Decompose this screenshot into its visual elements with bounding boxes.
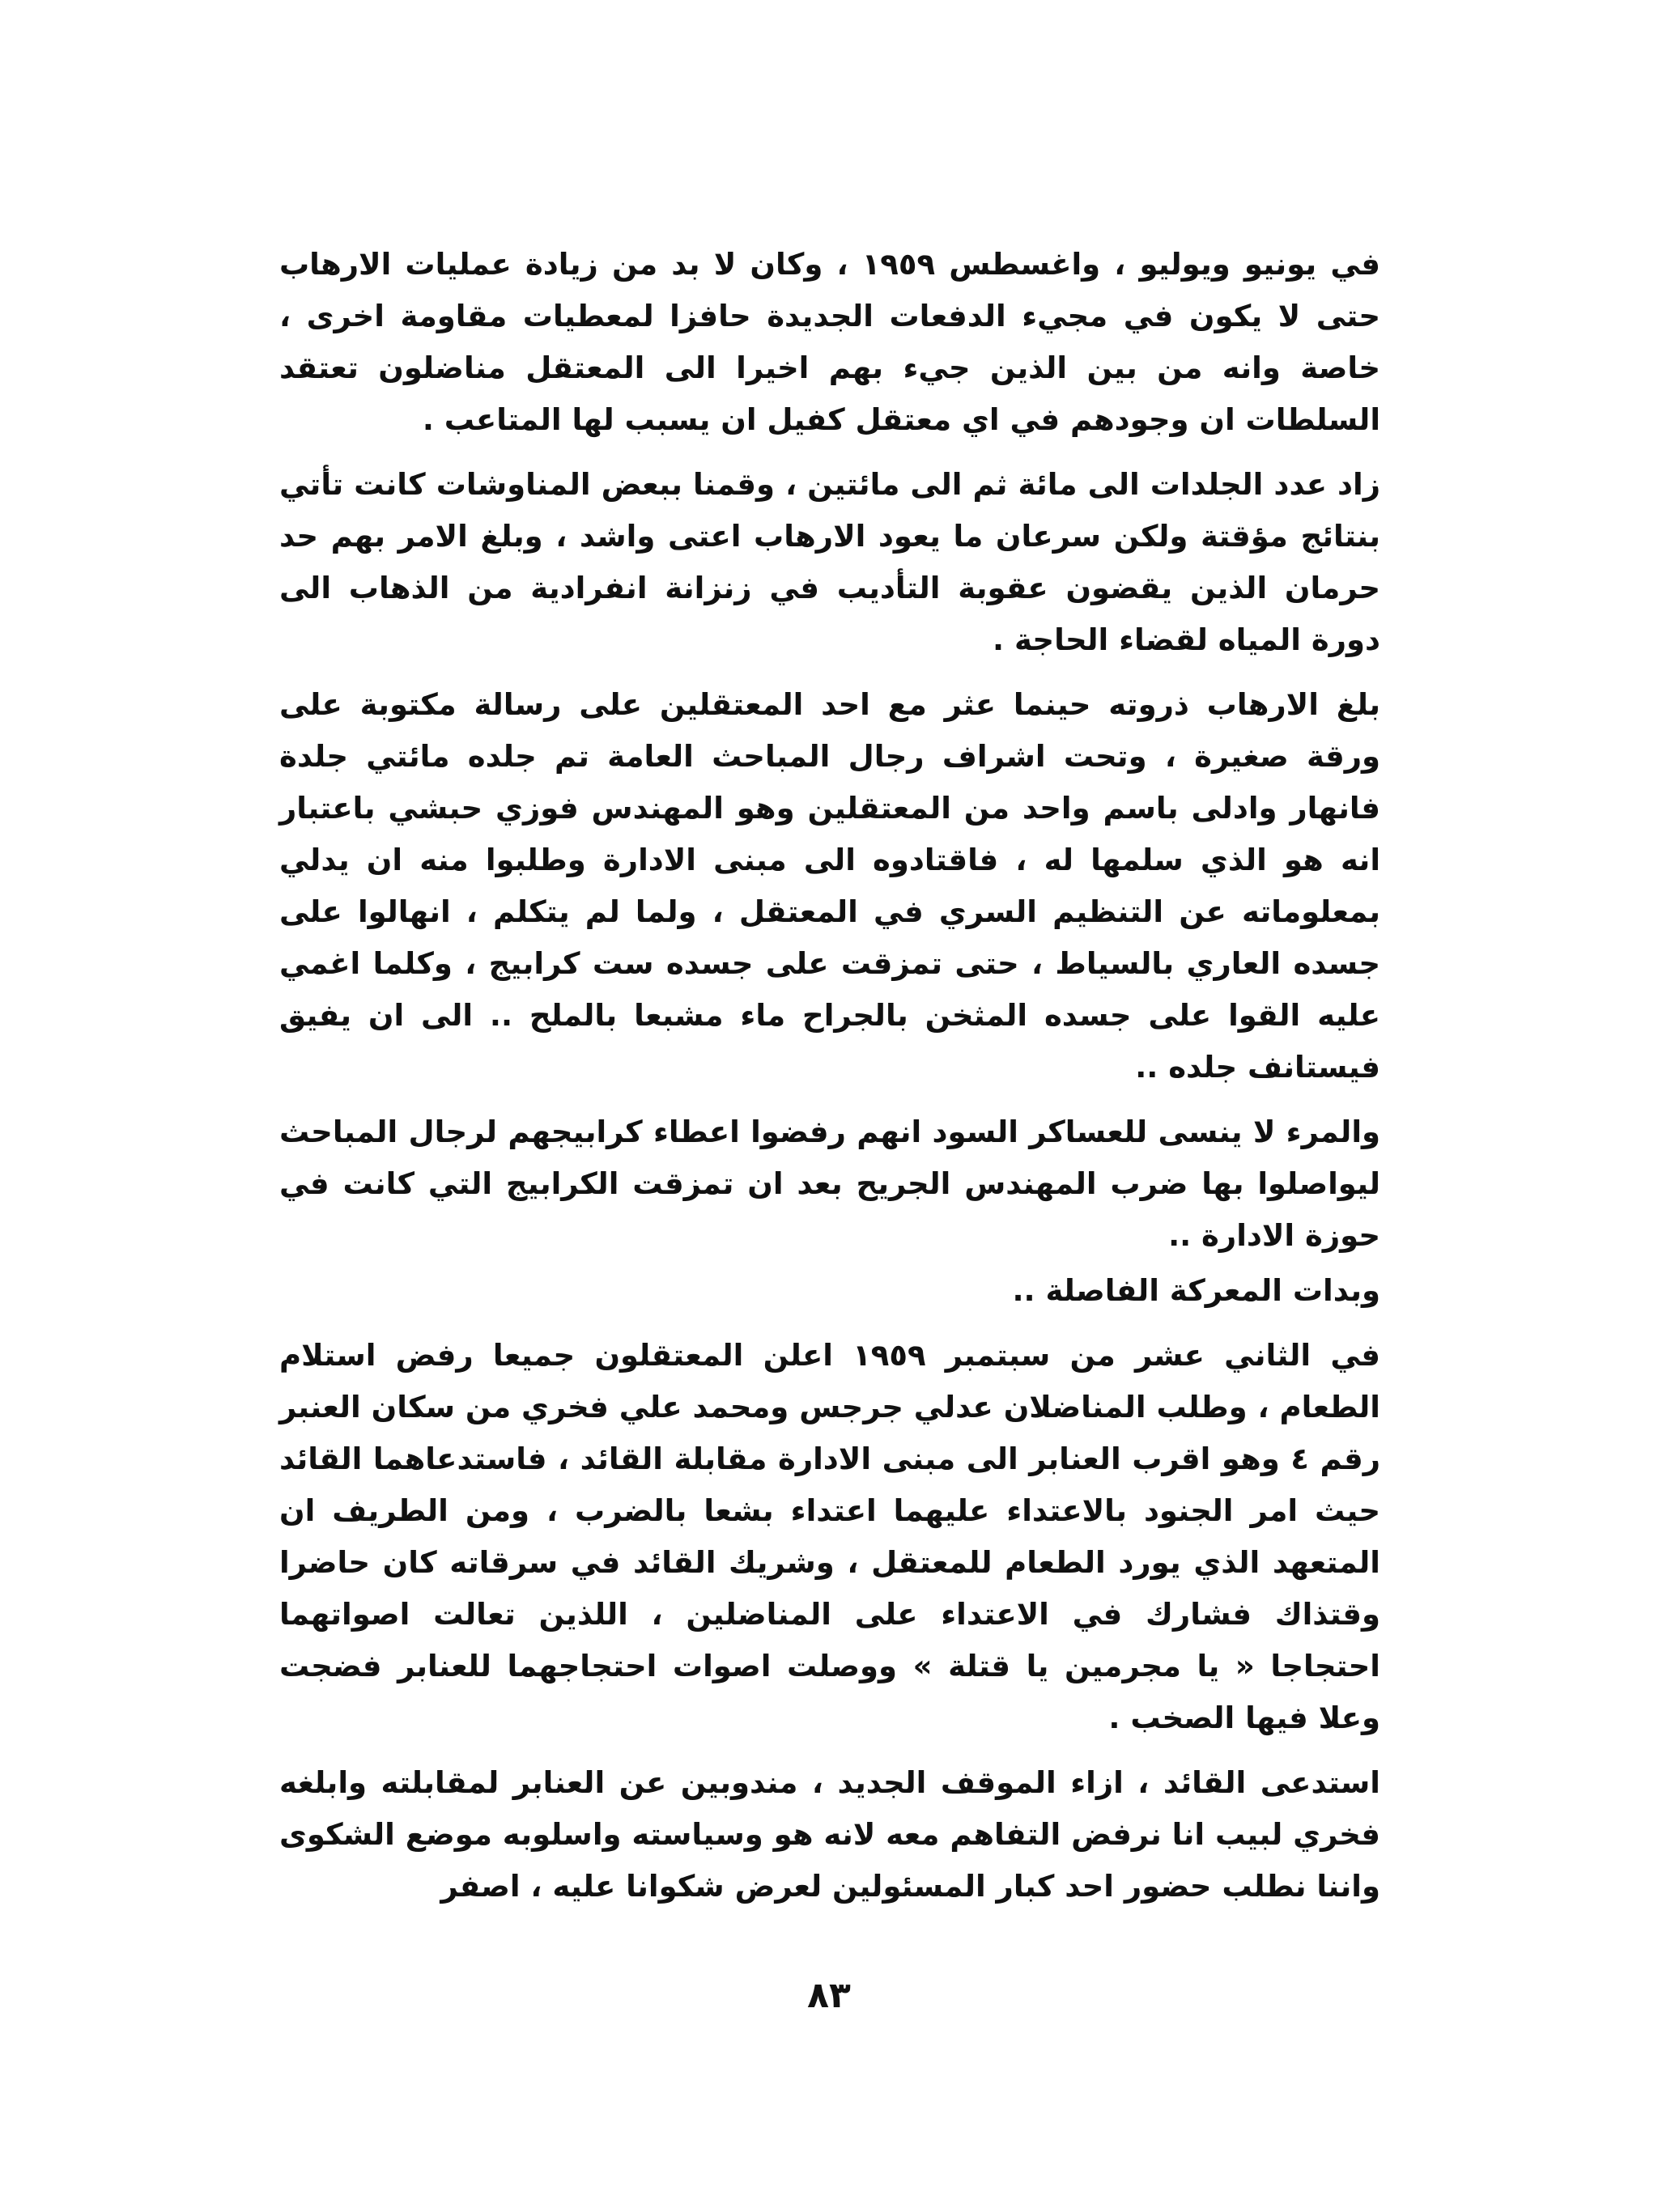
paragraph-7: استدعى القائد ، ازاء الموقف الجديد ، مندوبين عن العنابر لمقابلته وابلغه فخري لبيب انا نرفض التفاهم معه لانه هو وسياسته واسلوبه موضع الشكوى واننا نطلب حضور احد كبار المسئولين لعرض شكوانا عليه ، اصفر: [279, 1765, 1380, 1904]
paragraph-1: في يونيو ويوليو ، واغسطس ١٩٥٩ ، وكان لا بد من زيادة عمليات الارهاب حتى لا يكون في مجيء الدفعات الجديدة حافزا لمعطيات مقاومة اخرى ، خاصة وانه من بين الذين جيء بهم اخيرا الى المعتقل مناضلون تعتقد السلطات ان وجودهم في اي معتقل كفيل ان يسبب لها المتاعب .: [279, 247, 1380, 437]
paragraph-3: بلغ الارهاب ذروته حينما عثر مع احد المعتقلين على رسالة مكتوبة على ورقة صغيرة ، وتحت اشراف رجال المباحث العامة تم جلده مائتي جلدة فانهار وادلى باسم واحد من المعتقلين وهو المهندس فوزي حبشي باعتبار انه هو الذي سلمها له ، فاقتادوه الى مبنى الادارة وطلبوا منه ان يدلي بمعلوماته عن التنظيم السري في المعتقل ، ولما لم يتكلم ، انهالوا على جسده العاري بالسياط ، حتى تمزقت على جسده ست كرابيج ، وكلما اغمي عليه القوا على جسده المثخن بالجراح ماء مشبعا بالملح .. الى ان يفيق فيستانف جلده ..: [279, 687, 1380, 1085]
paragraph-2: زاد عدد الجلدات الى مائة ثم الى مائتين ، وقمنا ببعض المناوشات كانت تأتي بنتائج مؤقتة ولكن سرعان ما يعود الارهاب اعتى واشد ، وبلغ الامر بهم حد حرمان الذين يقضون عقوبة التأديب في زنزانة انفرادية من الذهاب الى دورة المياه لقضاء الحاجة .: [279, 467, 1380, 657]
page-number: ٨٣: [807, 1975, 851, 2016]
body-text: [279, 239, 1380, 1925]
paragraph-4: والمرء لا ينسى للعساكر السود انهم رفضوا اعطاء كرابيجهم لرجال المباحث ليواصلوا بها ضرب المهندس الجريح بعد ان تمزقت الكرابيج التي كانت في حوزة الادارة ..: [279, 1114, 1380, 1253]
paragraph-6: في الثاني عشر من سبتمبر ١٩٥٩ اعلن المعتقلون جميعا رفض استلام الطعام ، وطلب المناضلان عدلي جرجس ومحمد علي فخري من سكان العنبر رقم ٤ وهو اقرب العنابر الى مبنى الادارة مقابلة القائد ، فاستدعاهما القائد حيث امر الجنود بالاعتداء عليهما اعتداء بشعا بالضرب ، ومن الطريف ان المتعهد الذي يورد الطعام للمعتقل ، وشريك القائد في سرقاته كان حاضرا وقتذاك فشارك في الاعتداء على المناضلين ، اللذين تعالت اصواتهما احتجاجا « يا مجرمين يا قتلة » ووصلت اصوات احتجاجهما للعنابر فضجت وعلا فيها الصخب .: [279, 1338, 1380, 1735]
paragraph-5: وبدات المعركة الفاصلة ..: [1012, 1273, 1380, 1308]
